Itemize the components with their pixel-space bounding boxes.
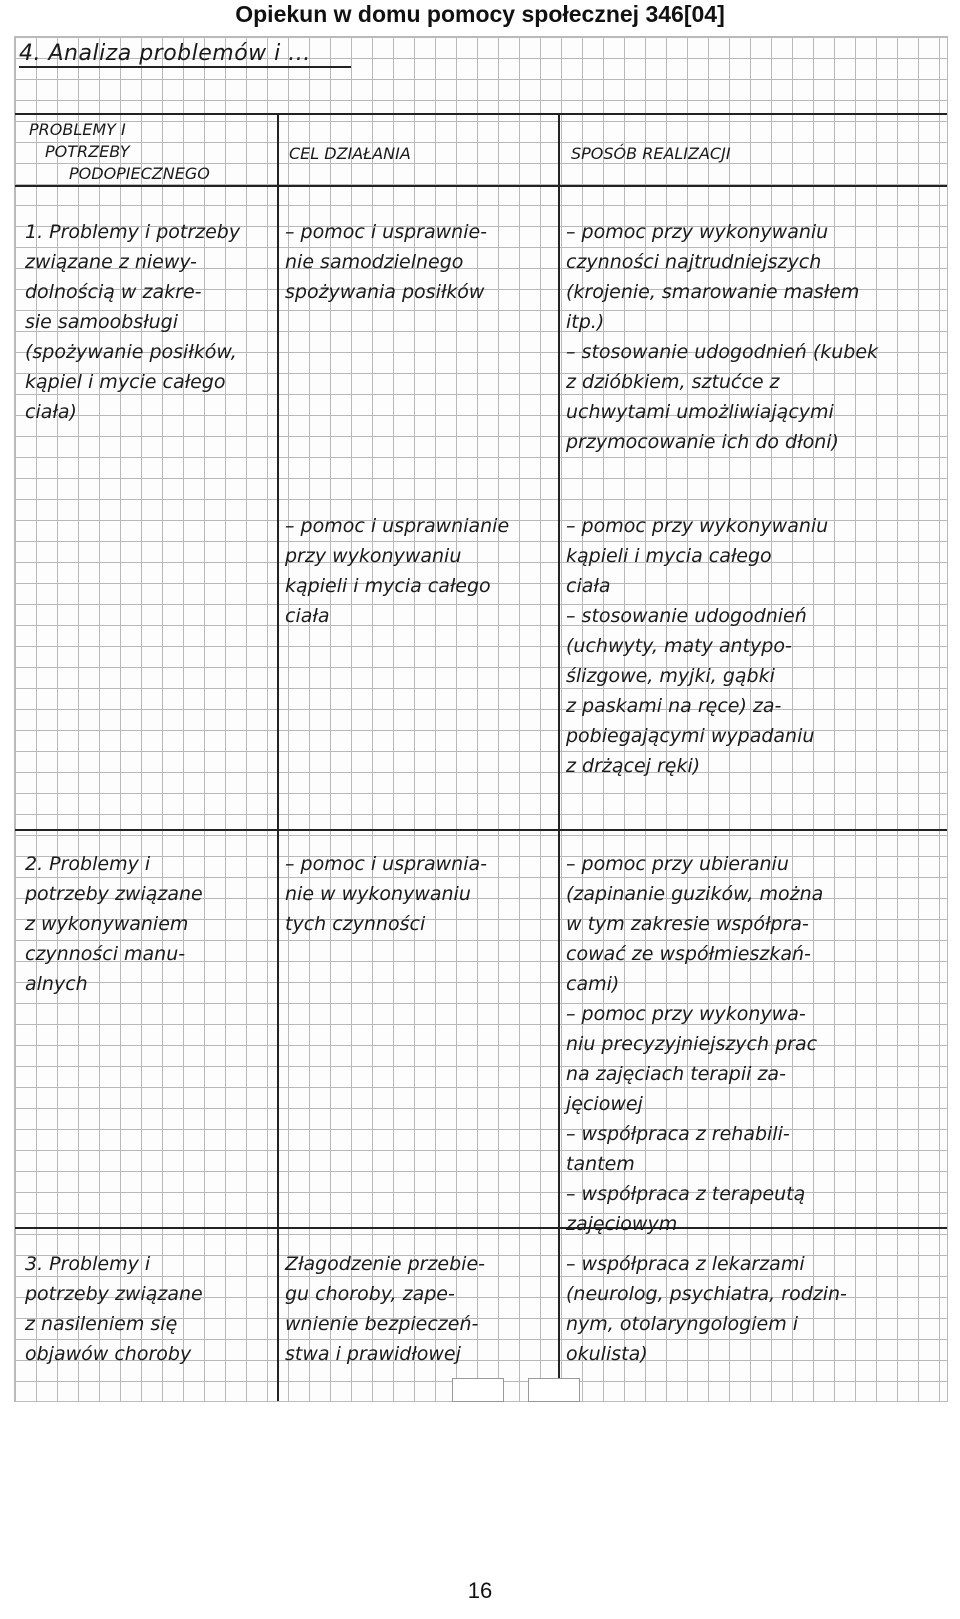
text-line: z drżącej ręki): [566, 755, 701, 777]
header-problems-line: POTRZEBY: [45, 142, 130, 161]
text-line: ciała): [25, 401, 77, 423]
text-line: ciała: [285, 605, 330, 627]
header-problems-line: PODOPIECZNEGO: [69, 164, 210, 183]
text-line: (krojenie, smarowanie masłem: [566, 281, 860, 303]
text-line: w tym zakresie współpra-: [566, 913, 809, 935]
text-line: – stosowanie udogodnień: [566, 605, 807, 627]
text-line: potrzeby związane: [25, 883, 203, 905]
text-line: zajęciowym: [566, 1213, 678, 1235]
text-line: – pomoc i usprawnia-: [285, 853, 487, 875]
text-line: niu precyzyjniejszych prac: [566, 1033, 818, 1055]
text-line: ślizgowe, myjki, gąbki: [566, 665, 775, 687]
text-line: nie w wykonywaniu: [285, 883, 471, 905]
text-line: objawów choroby: [25, 1343, 192, 1365]
text-line: 2. Problemy i: [25, 853, 151, 875]
section-title: 4. Analiza problemów i ...: [19, 41, 351, 68]
text-line: okulista): [566, 1343, 648, 1365]
row3-goal: [285, 1249, 553, 1369]
text-line: itp.): [566, 311, 605, 333]
text-line: z wykonywaniem: [25, 913, 189, 935]
text-line: z paskami na ręce) za-: [566, 695, 782, 717]
text-line: (uchwyty, maty antypo-: [566, 635, 792, 657]
text-line: związane z niewy-: [25, 251, 197, 273]
text-line: – pomoc przy wykonywa-: [566, 1003, 806, 1025]
text-line: gu choroby, zape-: [285, 1283, 455, 1305]
text-line: – pomoc przy ubieraniu: [566, 853, 789, 875]
row2-methods: [566, 849, 942, 1239]
text-line: cować ze współmieszkań-: [566, 943, 811, 965]
text-line: czynności manu-: [25, 943, 186, 965]
text-line: tych czynności: [285, 913, 426, 935]
text-line: alnych: [25, 973, 88, 995]
text-line: stwa i prawidłowej: [285, 1343, 461, 1365]
column-divider-1: [277, 113, 279, 1402]
row1-methods-1: [566, 217, 942, 457]
header-bottom-border: [15, 185, 947, 187]
row1-goal-2: [285, 511, 553, 631]
text-line: 1. Problemy i potrzeby: [25, 221, 241, 243]
text-line: ciała: [566, 575, 611, 597]
text-line: czynności najtrudniejszych: [566, 251, 822, 273]
row-divider-1: [15, 829, 947, 831]
header-problems: [29, 119, 269, 185]
header-method: SPOSÓB REALIZACJI: [571, 144, 731, 163]
scan-artifact: [528, 1378, 580, 1402]
text-line: kąpieli i mycia całego: [566, 545, 772, 567]
text-line: przy wykonywaniu: [285, 545, 462, 567]
text-line: uchwytami umożliwiającymi: [566, 401, 834, 423]
text-line: dolnością w zakre-: [25, 281, 202, 303]
notebook-sheet: [14, 36, 948, 1402]
page-header: Opiekun w domu pomocy społecznej 346[04]: [235, 1, 725, 27]
text-line: pobiegającymi wypadaniu: [566, 725, 815, 747]
text-line: na zajęciach terapii za-: [566, 1063, 786, 1085]
text-line: tantem: [566, 1153, 635, 1175]
text-line: z dzióbkiem, sztućce z: [566, 371, 780, 393]
text-line: – pomoc i usprawnie-: [285, 221, 488, 243]
text-line: – pomoc i usprawnianie: [285, 515, 510, 537]
text-line: kąpiel i mycie całego: [25, 371, 226, 393]
text-line: (spożywanie posiłków,: [25, 341, 237, 363]
page-number: 16: [467, 1578, 493, 1603]
row1-goal-1: [285, 217, 553, 307]
header-problems-line: PROBLEMY I: [29, 120, 126, 139]
text-line: Złagodzenie przebie-: [285, 1253, 485, 1275]
row2-problem: [25, 849, 273, 999]
text-line: spożywania posiłków: [285, 281, 485, 303]
text-line: (neurolog, psychiatra, rodzin-: [566, 1283, 847, 1305]
text-line: przymocowanie ich do dłoni): [566, 431, 839, 453]
text-line: cami): [566, 973, 620, 995]
text-line: – współpraca z rehabili-: [566, 1123, 790, 1145]
column-divider-2: [558, 113, 560, 1402]
text-line: – stosowanie udogodnień (kubek: [566, 341, 879, 363]
row1-methods-2: [566, 511, 942, 781]
text-line: (zapinanie guzików, można: [566, 883, 824, 905]
text-line: – współpraca z lekarzami: [566, 1253, 805, 1275]
row1-problem: [25, 217, 273, 427]
text-line: kąpieli i mycia całego: [285, 575, 491, 597]
text-line: – pomoc przy wykonywaniu: [566, 221, 829, 243]
text-line: jęciowej: [566, 1093, 643, 1115]
row3-problem: [25, 1249, 273, 1369]
row3-methods: [566, 1249, 942, 1369]
scan-artifact: [452, 1378, 504, 1402]
text-line: potrzeby związane: [25, 1283, 203, 1305]
text-line: – współpraca z terapeutą: [566, 1183, 806, 1205]
text-line: 3. Problemy i: [25, 1253, 151, 1275]
text-line: nie samodzielnego: [285, 251, 464, 273]
table-top-border: [15, 113, 947, 115]
header-goal: CEL DZIAŁANIA: [289, 144, 411, 163]
text-line: sie samoobsługi: [25, 311, 179, 333]
text-line: – pomoc przy wykonywaniu: [566, 515, 829, 537]
row2-goal: [285, 849, 553, 939]
text-line: wnienie bezpieczeń-: [285, 1313, 479, 1335]
text-line: nym, otolaryngologiem i: [566, 1313, 799, 1335]
text-line: z nasileniem się: [25, 1313, 178, 1335]
